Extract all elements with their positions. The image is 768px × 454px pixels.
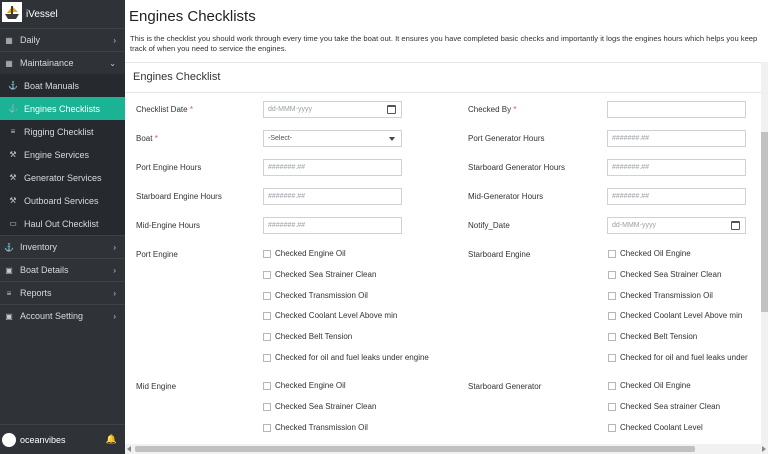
checklist-date-label	[136, 105, 193, 114]
document-icon: ≡	[6, 288, 12, 298]
boat-select[interactable]	[263, 130, 402, 147]
port-generator-hours-placeholder: #######.##	[612, 135, 649, 142]
sidebar-item-rigging-checklist[interactable]	[0, 120, 125, 143]
sidebar-item-label: Generator Services	[24, 172, 102, 183]
checkbox[interactable]	[263, 424, 271, 432]
wrench-icon: ⚒	[9, 173, 17, 182]
checklist-card	[125, 62, 768, 454]
sidebar-item-engines-checklists[interactable]	[0, 97, 125, 120]
ship-icon: ⚓	[8, 81, 18, 90]
monitor-icon: ▣	[5, 265, 13, 275]
notify-date-label: Notify_Date	[468, 221, 510, 230]
port-generator-hours-label: Port Generator Hours	[468, 134, 545, 143]
port-engine-hours-input[interactable]	[263, 159, 402, 176]
checkbox-label: Checked Transmission Oil	[275, 423, 368, 432]
checklist-date-label-text: Checklist Date	[136, 105, 188, 114]
sidebar	[0, 0, 125, 454]
checkbox-item[interactable]	[263, 423, 368, 432]
checkbox-item[interactable]	[608, 402, 720, 411]
wrench-icon: ⚒	[9, 196, 17, 205]
checkbox[interactable]	[608, 354, 616, 362]
sidebar-item-label: Rigging Checklist	[24, 126, 94, 137]
chevron-right-icon: ›	[113, 311, 116, 321]
scroll-right-icon[interactable]	[762, 446, 766, 452]
boat-logo-icon	[2, 2, 22, 22]
sidebar-item-account-setting[interactable]	[0, 304, 125, 327]
checkbox[interactable]	[263, 271, 271, 279]
checkbox-label: Checked Coolant Level Above min	[620, 311, 743, 320]
checkbox-item[interactable]	[608, 381, 691, 390]
checkbox-label: Checked Belt Tension	[620, 332, 698, 341]
checkbox[interactable]	[608, 382, 616, 390]
sidebar-item-label: Reports	[20, 288, 52, 298]
checkbox-label: Checked Sea Strainer Clean	[620, 270, 722, 279]
horizontal-scrollbar[interactable]	[125, 444, 768, 454]
checkbox[interactable]	[608, 250, 616, 258]
starboard-generator-group-label: Starboard Generator	[468, 382, 542, 391]
notify-date-placeholder: dd-MMM-yyyy	[612, 222, 656, 229]
sidebar-item-reports[interactable]	[0, 281, 125, 304]
checkbox-label: Checked Transmission Oil	[275, 291, 368, 300]
checkbox[interactable]	[263, 333, 271, 341]
sidebar-item-daily[interactable]	[0, 28, 125, 51]
checkbox[interactable]	[263, 250, 271, 258]
monitor-icon: ▣	[5, 311, 13, 321]
calendar-icon: ▦	[5, 35, 13, 45]
checkbox-label: Checked for oil and fuel leaks under engine	[275, 353, 429, 362]
mid-generator-hours-label: Mid-Generator Hours	[468, 192, 544, 201]
chevron-right-icon: ›	[113, 242, 116, 252]
ship-icon: ⚓	[4, 242, 14, 252]
checklist-date-placeholder: dd-MMM-yyyy	[268, 106, 312, 113]
sidebar-item-boat-details[interactable]	[0, 258, 125, 281]
checkbox-label: Checked Coolant Level Above min	[275, 311, 398, 320]
avatar[interactable]	[2, 433, 16, 447]
starboard-engine-hours-label: Starboard Engine Hours	[136, 192, 222, 201]
sidebar-item-maintainance[interactable]	[0, 51, 125, 74]
username: oceanvibes	[20, 434, 66, 445]
sidebar-item-label: Outboard Services	[24, 195, 99, 206]
checkbox-label: Checked Transmission Oil	[620, 291, 713, 300]
chevron-down-icon	[389, 137, 395, 141]
sidebar-item-label: Inventory	[20, 242, 58, 252]
brand[interactable]	[0, 0, 125, 28]
sidebar-nav	[0, 28, 125, 327]
checkbox-item[interactable]	[263, 270, 376, 279]
port-generator-hours-input[interactable]	[607, 130, 746, 147]
checkbox[interactable]	[608, 312, 616, 320]
checkbox[interactable]	[263, 354, 271, 362]
checkbox-item[interactable]	[608, 249, 691, 258]
card-icon: ▭	[9, 219, 17, 228]
checkbox-item[interactable]	[263, 249, 346, 258]
bell-icon[interactable]: 🔔	[105, 434, 117, 444]
calendar-icon: ▦	[5, 58, 13, 68]
vertical-scrollbar-thumb[interactable]	[761, 132, 768, 312]
mid-engine-group-label: Mid Engine	[136, 382, 177, 391]
checkbox-label: Checked Sea Strainer Clean	[275, 402, 377, 411]
horizontal-scrollbar-thumb[interactable]	[135, 446, 695, 452]
sidebar-item-haul-out-checklist[interactable]	[0, 212, 125, 235]
sidebar-item-label: Account Setting	[20, 311, 84, 321]
checkbox[interactable]	[263, 382, 271, 390]
port-engine-group-label: Port Engine	[136, 250, 178, 259]
sidebar-item-outboard-services[interactable]	[0, 189, 125, 212]
checkbox[interactable]	[263, 292, 271, 300]
scroll-left-icon[interactable]	[127, 446, 131, 452]
user-panel	[0, 424, 125, 454]
app-name: iVessel	[26, 8, 58, 20]
card-title: Engines Checklist	[133, 71, 221, 83]
sidebar-item-label: Maintainance	[20, 58, 74, 68]
checklist-date-input[interactable]	[263, 101, 402, 118]
mid-engine-hours-placeholder: #######.##	[268, 222, 305, 229]
sidebar-item-inventory[interactable]	[0, 235, 125, 258]
checkbox[interactable]	[608, 271, 616, 279]
starboard-generator-hours-input[interactable]	[607, 159, 746, 176]
checkbox-label: Checked Oil Engine	[620, 381, 691, 390]
checkbox[interactable]	[608, 333, 616, 341]
starboard-engine-group-label: Starboard Engine	[468, 250, 531, 259]
checked-by-label	[468, 105, 517, 114]
checkbox-label: Checked Coolant Level	[620, 423, 703, 432]
page-description: This is the checklist you should work through every time you take the boat out. It ensures you have completed basic checks and importantly it logs the engines hours which helps you keep track of when you need to service the engines.	[130, 34, 758, 53]
required-marker: *	[189, 105, 193, 114]
starboard-generator-hours-label: Starboard Generator Hours	[468, 163, 565, 172]
sidebar-item-label: Engines Checklists	[24, 103, 101, 114]
checkbox[interactable]	[263, 403, 271, 411]
checkbox-label: Checked Belt Tension	[275, 332, 353, 341]
calendar-icon[interactable]	[387, 105, 396, 114]
page-title: Engines Checklists	[129, 8, 256, 25]
wrench-icon: ⚒	[9, 150, 17, 159]
port-engine-hours-placeholder: #######.##	[268, 164, 305, 171]
checkbox-label: Checked Sea strainer Clean	[620, 402, 721, 411]
card-divider	[125, 92, 768, 93]
checkbox-label: Checked Engine Oil	[275, 381, 346, 390]
port-engine-hours-label: Port Engine Hours	[136, 163, 202, 172]
required-marker: *	[513, 105, 517, 114]
main-content	[125, 0, 768, 454]
document-icon: ≡	[10, 127, 16, 136]
boat-select-value: -Select-	[268, 135, 293, 142]
chevron-right-icon: ›	[113, 35, 116, 45]
chevron-right-icon: ›	[113, 265, 116, 275]
starboard-engine-hours-input[interactable]	[263, 188, 402, 205]
checkbox-item[interactable]	[263, 353, 429, 362]
starboard-generator-hours-placeholder: #######.##	[612, 164, 649, 171]
boat-label-text: Boat	[136, 134, 153, 143]
sidebar-item-engine-services[interactable]	[0, 143, 125, 166]
checkbox-item[interactable]	[608, 311, 742, 320]
checkbox[interactable]	[608, 403, 616, 411]
sidebar-item-label: Boat Details	[20, 265, 69, 275]
checkbox-item[interactable]	[263, 381, 346, 390]
boat-label	[136, 134, 158, 143]
required-marker: *	[154, 134, 158, 143]
sidebar-item-boat-manuals[interactable]	[0, 74, 125, 97]
checked-by-label-text: Checked By	[468, 105, 512, 114]
sidebar-item-label: Engine Services	[24, 149, 90, 160]
starboard-engine-hours-placeholder: #######.##	[268, 193, 305, 200]
checkbox[interactable]	[608, 292, 616, 300]
checkbox-label: Checked Engine Oil	[275, 249, 346, 258]
checkbox-item[interactable]	[608, 332, 697, 341]
checked-by-input[interactable]	[607, 101, 746, 118]
checkbox-label: Checked Sea Strainer Clean	[275, 270, 377, 279]
checkbox-item[interactable]	[608, 291, 713, 300]
chevron-right-icon: ›	[113, 288, 116, 298]
sidebar-item-label: Daily	[20, 35, 41, 45]
mid-engine-hours-label: Mid-Engine Hours	[136, 221, 201, 230]
checkbox[interactable]	[263, 312, 271, 320]
mid-generator-hours-placeholder: #######.##	[612, 193, 649, 200]
sidebar-item-label: Boat Manuals	[24, 80, 80, 91]
sidebar-item-generator-services[interactable]	[0, 166, 125, 189]
checkbox-item[interactable]	[263, 311, 397, 320]
checkbox-item[interactable]	[263, 291, 368, 300]
vertical-scrollbar[interactable]	[761, 62, 768, 444]
link-icon: ⚓	[8, 104, 18, 113]
notify-date-input[interactable]	[607, 217, 746, 234]
mid-generator-hours-input[interactable]	[607, 188, 746, 205]
sidebar-item-label: Haul Out Checklist	[24, 218, 99, 229]
checkbox-label: Checked Oil Engine	[620, 249, 691, 258]
checkbox-item[interactable]	[263, 332, 352, 341]
checkbox-item[interactable]	[263, 402, 376, 411]
checkbox-item[interactable]	[608, 270, 721, 279]
chevron-down-icon: ⌄	[109, 58, 116, 68]
calendar-icon[interactable]	[731, 221, 740, 230]
checkbox-item[interactable]	[608, 353, 748, 362]
checkbox-item[interactable]	[608, 423, 703, 432]
checkbox[interactable]	[608, 424, 616, 432]
checkbox-label: Checked for oil and fuel leaks under	[620, 353, 748, 362]
mid-engine-hours-input[interactable]	[263, 217, 402, 234]
